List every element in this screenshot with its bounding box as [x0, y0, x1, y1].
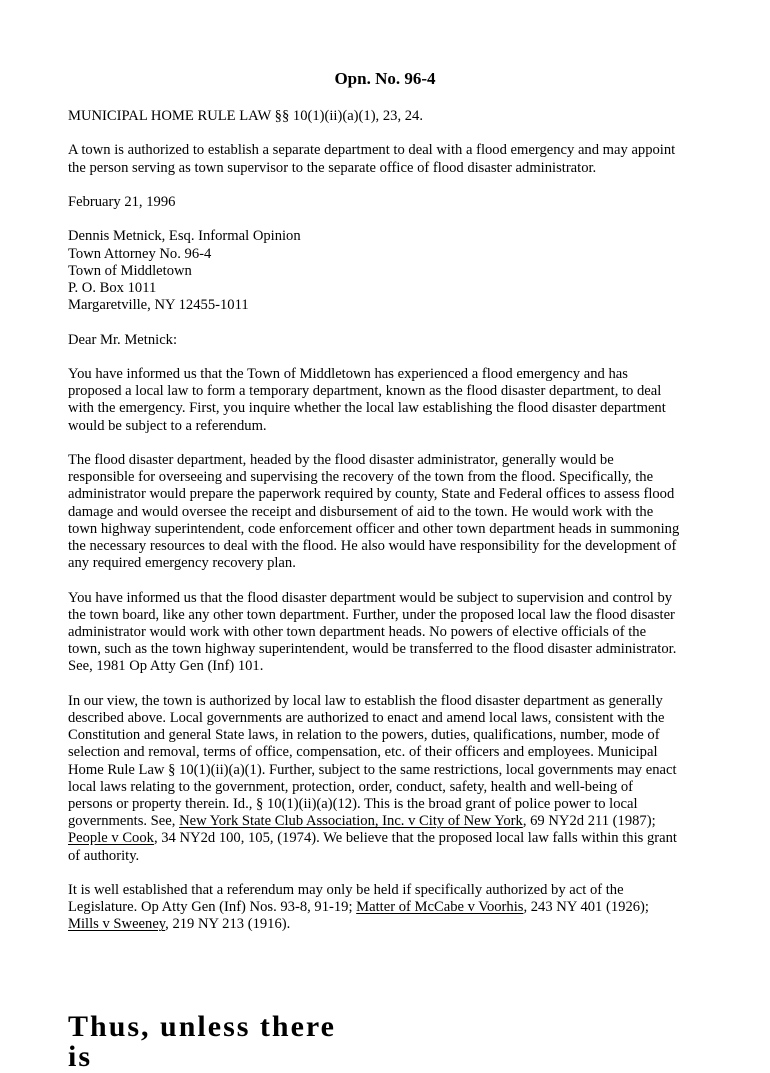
- case-citation: People v Cook: [68, 830, 154, 847]
- paragraph-line: Constitution and general State laws, in relation to the powers, duties, qualifications, number, mode of: [68, 727, 660, 744]
- paragraph-line: responsible for overseeing and supervising the recovery of the town from the flood. Specifically, the: [68, 469, 654, 486]
- cutoff-text: Thus, unless there is: [68, 1010, 337, 1073]
- paragraph-line: In our view, the town is authorized by local law to establish the flood disaster department as generally: [68, 692, 663, 709]
- paragraph-3: [68, 590, 708, 676]
- paragraph-line: It is well established that a referendum may only be held if specifically authorized by act of the: [68, 882, 624, 898]
- paragraph-line: administrator would prepare the paperwork required by county, State and Federal offices to assess flood: [68, 486, 675, 503]
- salutation-line: Dear Mr. Metnick:: [68, 331, 178, 348]
- paragraph-line: administrator would work with other town department heads. No powers of elective officials of the: [68, 623, 647, 640]
- paragraph-line: local laws relating to the government, protection, order, conduct, safety, health and well-being of: [68, 778, 634, 795]
- paragraph-5: [68, 882, 708, 934]
- paragraph-line: with the emergency. First, you inquire whether the local law establishing the flood disaster department: [68, 400, 666, 417]
- case-citation: Matter of McCabe v Voorhis: [356, 899, 524, 916]
- cutoff-text-line: [68, 1010, 368, 1073]
- paragraph-line: damage and would oversee the receipt and disbursement of aid to the town. He would work with the: [68, 503, 654, 520]
- paragraph-line: You have informed us that the Town of Middletown has experienced a flood emergency and has: [68, 365, 628, 382]
- paragraph-line: town, such as the town highway superintendent, would be transferred to the flood disaster administrator.: [68, 641, 677, 658]
- address-block: [68, 228, 708, 314]
- paragraph-line: Home Rule Law § 10(1)(ii)(a)(1). Further, subject to the same restrictions, local governments may enact: [68, 761, 677, 778]
- paragraph-line: persons or property therein. Id., § 10(1)(ii)(a)(12). This is the broad grant of police power to local: [68, 796, 638, 812]
- case-citation: Mills v Sweeney: [68, 916, 166, 933]
- summary-line: the person serving as town supervisor to the separate office of flood disaster administrator.: [68, 159, 597, 176]
- date-line: February 21, 1996: [68, 193, 176, 210]
- paragraph-line: See, 1981 Op Atty Gen (Inf) 101.: [68, 658, 264, 675]
- case-citation: New York State Club Association, Inc. v City of New York: [179, 813, 523, 830]
- paragraph-2: [68, 452, 708, 572]
- summary-line: A town is authorized to establish a separate department to deal with a flood emergency and may appoint: [68, 142, 676, 159]
- statute-line: MUNICIPAL HOME RULE LAW §§ 10(1)(ii)(a)(1), 23, 24.: [68, 108, 423, 124]
- summary-paragraph: [68, 142, 708, 176]
- address-line: Town Attorney No. 96-4: [68, 245, 212, 262]
- letter-date: [68, 194, 708, 211]
- paragraph-1: [68, 366, 708, 435]
- paragraph-line: town highway superintendent, code enforcement officer and other town department heads in summoning: [68, 520, 680, 537]
- paragraph-line: the necessary resources to deal with the flood. He also would have responsibility for the development of: [68, 537, 677, 554]
- paragraph-line: [68, 830, 708, 847]
- salutation: [68, 332, 708, 349]
- address-line: Town of Middletown: [68, 262, 192, 279]
- text-fragment: , 219 NY 213 (1916).: [165, 916, 291, 933]
- opinion-title: Opn. No. 96-4: [334, 69, 436, 88]
- address-line: Margaretville, NY 12455-1011: [68, 297, 249, 314]
- paragraph-line: [68, 899, 708, 916]
- address-line: Dennis Metnick, Esq. Informal Opinion: [68, 228, 301, 245]
- paragraph-line: described above. Local governments are authorized to enact and amend local laws, consistent with the: [68, 709, 665, 726]
- paragraph-line: The flood disaster department, headed by the flood disaster administrator, generally would be: [68, 451, 614, 468]
- paragraph-line: of authority.: [68, 847, 140, 864]
- address-line: P. O. Box 1011: [68, 279, 157, 296]
- text-fragment: governments. See,: [68, 813, 180, 830]
- paragraph-line: You have informed us that the flood disaster department would be subject to supervision and control by: [68, 589, 673, 606]
- paragraph-line: the town board, like any other town department. Further, under the proposed local law the flood disaster: [68, 606, 675, 623]
- paragraph-line: [68, 813, 708, 830]
- paragraph-line: any required emergency recovery plan.: [68, 555, 296, 572]
- paragraph-line: proposed a local law to form a temporary department, known as the flood disaster department, to deal: [68, 383, 662, 400]
- paragraph-line: would be subject to a referendum.: [68, 417, 267, 434]
- document-body: [68, 108, 708, 951]
- statute-reference: [68, 108, 708, 125]
- text-fragment: , 34 NY2d 100, 105, (1974). We believe that the proposed local law falls within this grant: [153, 830, 677, 847]
- paragraph-4: [68, 693, 708, 865]
- text-fragment: , 69 NY2d 211 (1987);: [522, 813, 656, 830]
- text-fragment: , 243 NY 401 (1926);: [523, 899, 649, 916]
- paragraph-line: selection and removal, terms of office, compensation, etc. of their officers and employees. Municipal: [68, 744, 658, 761]
- paragraph-line: [68, 916, 708, 933]
- text-fragment: Legislature. Op Atty Gen (Inf) Nos. 93-8, 91-19;: [68, 899, 357, 916]
